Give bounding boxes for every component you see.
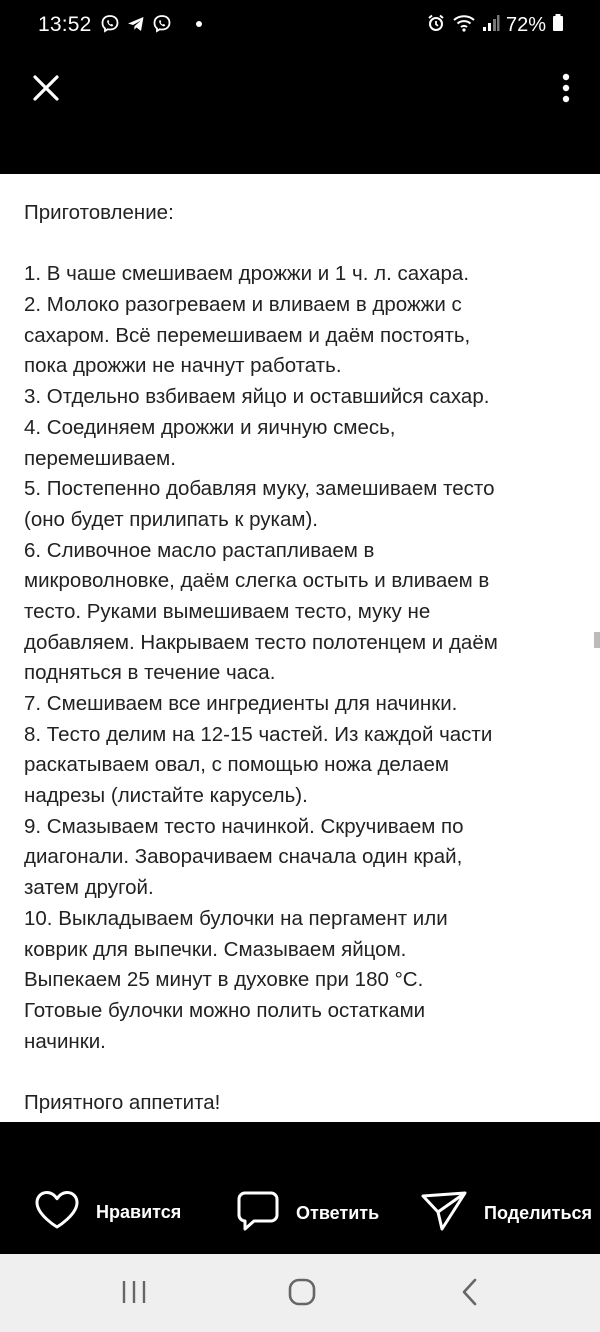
battery-icon <box>552 13 564 38</box>
signal-icon <box>482 13 500 38</box>
text-line: Приятного аппетита! <box>24 1090 221 1114</box>
notification-icons <box>100 14 202 34</box>
text-line: раскатываем овал, с помощью ножа делаем <box>24 753 450 777</box>
text-line: 4. Соединяем дрожжи и яичную смесь, <box>24 415 396 439</box>
status-time: 13:52 <box>38 13 92 36</box>
text-line: 5. Постепенно добавляя муку, замешиваем тесто <box>24 477 495 501</box>
viber-icon <box>100 14 120 34</box>
home-button[interactable] <box>282 1278 322 1310</box>
text-line: затем другой. <box>24 876 154 900</box>
recent-apps-button[interactable] <box>114 1278 154 1310</box>
text-line: пока дрожжи не начнут работать. <box>24 354 342 378</box>
text-line: (оно будет прилипать к рукам). <box>24 507 318 531</box>
text-line: Готовые булочки можно полить остатками <box>24 998 426 1022</box>
more-notifications-dot-icon <box>196 21 202 27</box>
heart-icon <box>34 1190 80 1235</box>
more-options-button[interactable] <box>550 70 582 110</box>
scroll-indicator[interactable] <box>594 632 600 648</box>
battery-percent: 72% <box>505 14 546 36</box>
system-nav-bar <box>0 1254 600 1332</box>
text-line: надрезы (листайте карусель). <box>24 784 308 808</box>
share-button[interactable] <box>420 1190 592 1237</box>
text-line: 3. Отдельно взбиваем яйцо и оставшийся сахар. <box>24 385 490 409</box>
back-icon <box>460 1278 480 1311</box>
recent-apps-icon <box>120 1279 148 1310</box>
text-line: 7. Смешиваем все ингредиенты для начинки. <box>24 692 458 715</box>
text-line: начинки. <box>24 1029 106 1053</box>
text-line: микроволновке, даём слегка остыть и вливаем в <box>24 569 490 593</box>
text-line: 6. Сливочное масло растапливаем в <box>24 538 375 562</box>
action-bar <box>0 1122 600 1254</box>
more-vertical-icon <box>562 73 570 108</box>
back-button[interactable] <box>450 1278 490 1310</box>
text-line: диагонали. Заворачиваем сначала один край, <box>24 845 463 869</box>
post-content <box>0 174 600 1122</box>
status-right <box>426 13 564 38</box>
text-line: 8. Тесто делим на 12-15 частей. Из каждой части <box>24 722 493 746</box>
close-button[interactable] <box>26 70 66 110</box>
blank-line <box>24 229 584 260</box>
close-icon <box>32 74 60 107</box>
text-line: Приготовление: <box>24 201 174 224</box>
text-line: подняться в течение часа. <box>24 661 276 685</box>
top-bar <box>0 52 600 174</box>
like-label: Нравится <box>96 1202 182 1222</box>
text-line: перемешиваем. <box>24 446 176 470</box>
wifi-icon <box>452 13 476 38</box>
home-icon <box>287 1278 317 1311</box>
text-line: Выпекаем 25 минут в духовке при 180 °С. <box>24 968 424 992</box>
text-line: добавляем. Накрываем тесто полотенцем и даём <box>24 630 498 654</box>
telegram-icon <box>126 14 146 34</box>
reply-button[interactable] <box>236 1190 379 1237</box>
recipe-text <box>24 198 584 1119</box>
share-label: Поделиться <box>484 1203 593 1223</box>
text-line: сахаром. Всё перемешиваем и даём постоять, <box>24 323 471 347</box>
status-bar <box>0 0 600 52</box>
reply-label: Ответить <box>296 1203 380 1223</box>
text-line: тесто. Руками вымешиваем тесто, муку не <box>24 599 431 623</box>
speech-bubble-icon <box>236 1190 280 1237</box>
text-line: коврик для выпечки. Смазываем яйцом. <box>24 937 407 961</box>
like-button[interactable] <box>34 1190 181 1235</box>
blank-line <box>24 1057 584 1088</box>
alarm-icon <box>426 13 446 38</box>
text-line: 9. Смазываем тесто начинкой. Скручиваем по <box>24 814 464 838</box>
text-line: 2. Молоко разогреваем и вливаем в дрожжи с <box>24 293 462 317</box>
text-line: 1. В чаше смешиваем дрожжи и 1 ч. л. сахара. <box>24 262 470 286</box>
paper-plane-icon <box>420 1190 468 1237</box>
viber-icon-2 <box>152 14 172 34</box>
text-line: 10. Выкладываем булочки на пергамент или <box>24 906 448 930</box>
